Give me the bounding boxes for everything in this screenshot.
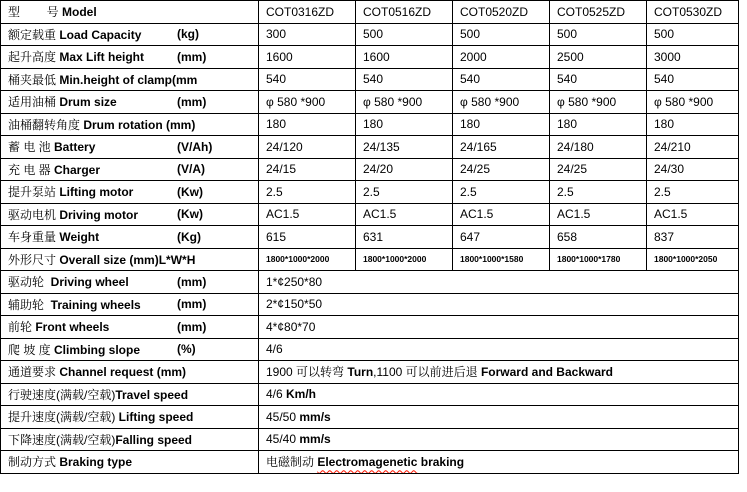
merged-value [259,406,739,429]
label-unit: (mm) [177,274,207,289]
model-header: COT0520ZD [453,1,550,24]
spec-value: 180 [356,113,453,136]
label-unit: (Kg) [177,229,201,244]
label-unit: (V/Ah) [177,139,213,154]
spec-value: 2.5 [550,181,647,204]
table-row [1,68,739,91]
spec-value: 658 [550,226,647,249]
merged-value [259,383,739,406]
label-zh: 起升高度 [8,50,60,65]
spec-value: 180 [259,113,356,136]
table-row [1,406,739,429]
label-zh: 桶夹最低 [8,72,60,87]
spec-value: 1600 [259,46,356,69]
label-zh: 外形尺寸 [8,252,60,267]
spec-value: AC1.5 [259,203,356,226]
spec-value: φ 580 *900 [550,91,647,114]
merged-value [259,271,739,294]
spec-value: 615 [259,226,356,249]
spec-value: 1800*1000*1580 [453,248,550,271]
spec-value: 631 [356,226,453,249]
label-unit: (mm) [177,297,207,312]
spec-value: φ 580 *900 [647,91,739,114]
value-part: 1900 可以转弯 [266,365,348,380]
row-label [1,338,259,361]
label-en: Front wheels [35,320,110,335]
spec-value: 3000 [647,46,739,69]
row-label [1,428,259,451]
spec-value: 2.5 [647,181,739,204]
row-label [1,293,259,316]
spec-value: 500 [356,23,453,46]
spec-value: 540 [647,68,739,91]
table-row [1,248,739,271]
spec-value: 300 [259,23,356,46]
spec-value: AC1.5 [550,203,647,226]
row-label [1,451,259,474]
model-header: COT0530ZD [647,1,739,24]
label-zh: 驱动轮 [8,275,51,290]
row-label [1,113,259,136]
merged-value [259,451,739,474]
table-row [1,271,739,294]
spec-value: 2.5 [356,181,453,204]
spec-value: 1800*1000*2000 [356,248,453,271]
label-unit: (%) [177,342,196,357]
row-label [1,271,259,294]
row-label [1,181,259,204]
spec-value: AC1.5 [356,203,453,226]
spec-value: 540 [453,68,550,91]
table-row [1,383,739,406]
row-label [1,1,259,24]
value-part: 4/6 [266,342,283,357]
label-zh: 爬 坡 度 [8,342,55,357]
spec-value: 180 [550,113,647,136]
label-en: Channel request (mm) [59,365,187,380]
spec-value: 540 [550,68,647,91]
table-row [1,23,739,46]
spec-value: 24/25 [453,158,550,181]
label-en: Overall size (mm)L*W*H [59,252,196,267]
table-row [1,293,739,316]
label-en: Drum rotation (mm) [83,117,196,132]
value-part: 4*¢80*70 [266,319,316,334]
label-unit: (kg) [177,27,199,42]
row-label [1,46,259,69]
label-en: Charger [54,162,101,177]
label-zh: 下降速度(满载/空载) [8,432,116,447]
label-en: Driving wheel [50,275,129,290]
spec-value: 24/180 [550,136,647,159]
value-part: Turn [347,365,374,380]
label-en: Travel speed [115,387,189,402]
label-en: Min.height of clamp(mm [59,72,198,87]
row-label [1,91,259,114]
row-label [1,248,259,271]
label-unit: (mm) [177,319,207,334]
spec-value: φ 580 *900 [453,91,550,114]
value-part: Km/h [286,387,317,402]
label-en: Falling speed [115,432,193,447]
misspelled-word: Electromagenetic [317,455,418,470]
spec-value: 500 [453,23,550,46]
spec-value: 647 [453,226,550,249]
spec-value: φ 580 *900 [259,91,356,114]
spec-value: 540 [356,68,453,91]
label-zh: 额定载重 [8,27,60,42]
row-label [1,68,259,91]
label-zh: 辅助轮 [8,297,51,312]
table-row [1,136,739,159]
merged-value [259,316,739,339]
value-part: mm/s [299,409,331,424]
label-zh: 驱动电机 [8,207,60,222]
label-en: Training wheels [50,297,141,312]
row-label [1,316,259,339]
spec-value: 837 [647,226,739,249]
spec-value: 180 [647,113,739,136]
table-row [1,451,739,474]
label-zh: 提升速度(满载/空载) [8,410,119,425]
table-row [1,361,739,384]
label-zh: 车身重量 [8,230,60,245]
spec-value: 24/30 [647,158,739,181]
spec-value: 24/25 [550,158,647,181]
spec-value: 2000 [453,46,550,69]
spec-value: 24/15 [259,158,356,181]
spec-value: AC1.5 [647,203,739,226]
row-label [1,361,259,384]
spec-value: 1800*1000*1780 [550,248,647,271]
spec-value: 540 [259,68,356,91]
value-part: mm/s [299,432,331,447]
label-zh: 前轮 [8,320,36,335]
label-en: Braking type [59,455,133,470]
label-en: Lifting motor [59,185,134,200]
label-zh: 油桶翻转角度 [8,117,84,132]
merged-value [259,293,739,316]
table-header-row [1,1,739,24]
spec-value: 1800*1000*2000 [259,248,356,271]
value-part: 45/50 [266,409,300,424]
label-zh: 充 电 器 [8,162,55,177]
table-row [1,428,739,451]
spec-table-body [1,1,739,474]
spec-value: 24/20 [356,158,453,181]
label-en: Load Capacity [59,27,142,42]
table-row [1,226,739,249]
table-row [1,338,739,361]
row-label [1,23,259,46]
spec-value: φ 580 *900 [356,91,453,114]
value-part: braking [420,455,465,470]
spec-value: 500 [550,23,647,46]
label-zh: 适用油桶 [8,95,60,110]
label-zh: 型 号 [8,5,63,20]
spec-value: 1800*1000*2050 [647,248,739,271]
merged-value [259,361,739,384]
label-zh: 行驶速度(满载/空载) [8,387,116,402]
label-unit: (mm) [177,49,207,64]
value-part: Forward and Backward [480,365,614,380]
table-row [1,91,739,114]
label-zh: 通道要求 [8,365,60,380]
row-label [1,203,259,226]
table-row [1,46,739,69]
row-label [1,136,259,159]
table-row [1,181,739,204]
label-en: Lifting speed [118,410,194,425]
label-en: Driving motor [59,207,139,222]
spec-value: 2500 [550,46,647,69]
row-label [1,158,259,181]
spec-value: 24/120 [259,136,356,159]
model-header: COT0516ZD [356,1,453,24]
table-row [1,316,739,339]
merged-value [259,428,739,451]
label-unit: (V/A) [177,162,205,177]
value-part: 4/6 [266,387,287,402]
label-zh: 制动方式 [8,455,60,470]
value-part: ,1100 可以前进后退 [373,365,481,380]
label-en: Weight [59,230,100,245]
table-row [1,113,739,136]
label-zh: 蓄 电 池 [8,140,55,155]
label-unit: (Kw) [177,207,203,222]
label-zh: 提升泵站 [8,185,60,200]
merged-value [259,338,739,361]
label-en: Drum size [59,95,117,110]
label-unit: (mm) [177,94,207,109]
value-part: 电磁制动 [266,455,318,470]
spec-value: 2.5 [453,181,550,204]
value-part: 45/40 [266,432,300,447]
label-en: Max Lift height [59,50,145,65]
value-part: 1*¢250*80 [266,274,323,289]
spec-value: 24/135 [356,136,453,159]
label-en: Battery [54,140,96,155]
model-header: COT0525ZD [550,1,647,24]
spec-value: 2.5 [259,181,356,204]
spec-value: 500 [647,23,739,46]
row-label [1,226,259,249]
label-en: Model [62,5,97,20]
model-header: COT0316ZD [259,1,356,24]
label-unit: (Kw) [177,184,203,199]
table-row [1,203,739,226]
label-en: Climbing slope [54,342,141,357]
spec-value: 24/165 [453,136,550,159]
row-label [1,383,259,406]
table-row [1,158,739,181]
row-label [1,406,259,429]
spec-value: AC1.5 [453,203,550,226]
spec-value: 24/210 [647,136,739,159]
spec-value: 180 [453,113,550,136]
spec-value: 1600 [356,46,453,69]
value-part: 2*¢150*50 [266,297,323,312]
